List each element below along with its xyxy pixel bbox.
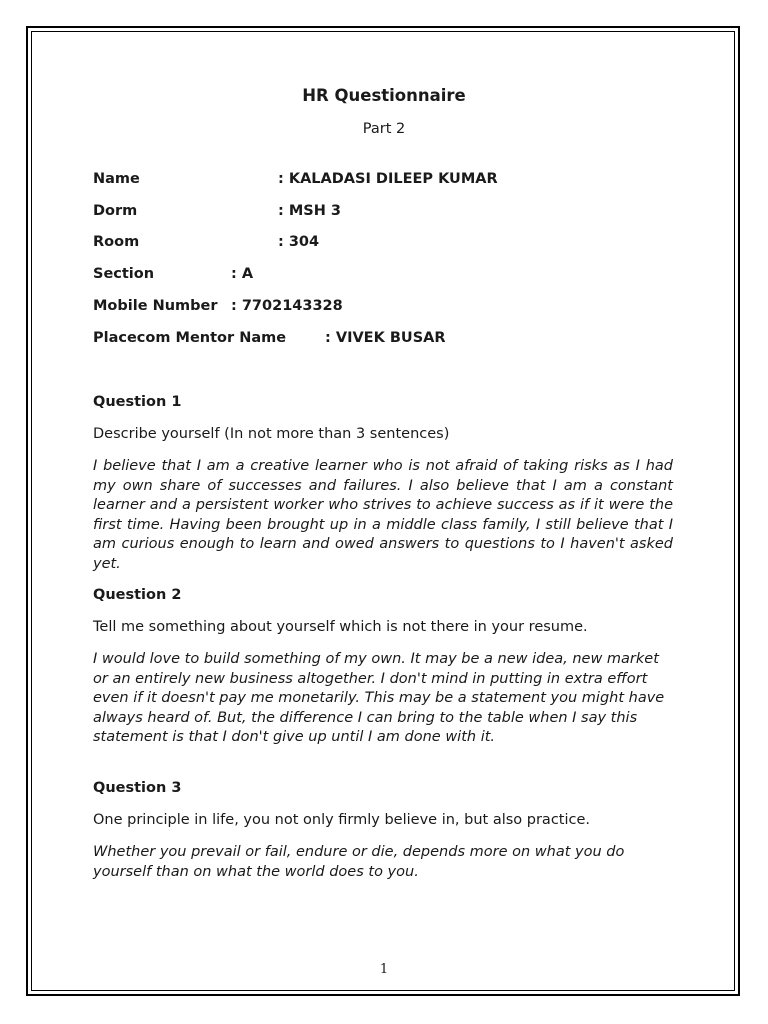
question-heading: Question 1 <box>93 394 182 410</box>
question-heading: Question 2 <box>93 587 182 603</box>
question-prompt: Describe yourself (In not more than 3 sentences) <box>93 426 450 442</box>
field-room <box>93 234 320 250</box>
page-number: 1 <box>379 962 389 977</box>
field-value: : KALADASI DILEEP KUMAR <box>278 171 498 187</box>
field-label: Dorm <box>93 203 138 219</box>
question-heading: Question 3 <box>93 780 182 796</box>
field-label: Section <box>93 266 155 282</box>
question-answer: I would love to build something of my own. It may be a new idea, new market or an entirely new business altogether. I don't mind in putting in extra effort even if it doesn't pay me monetarily. This may be a statement you might have always heard of. But, the difference I can bring to the table when I say this statement is that I don't give up until I am done with it. <box>93 651 665 746</box>
field-value: : 7702143328 <box>231 298 343 314</box>
field-label: Room <box>93 234 140 250</box>
field-name <box>93 171 498 187</box>
field-mentor-name <box>93 330 446 346</box>
field-dorm <box>93 203 341 219</box>
field-label: Name <box>93 171 140 187</box>
field-mobile-number <box>93 298 343 314</box>
document-title: HR Questionnaire <box>302 86 466 105</box>
field-value: : MSH 3 <box>278 203 341 219</box>
question-answer: Whether you prevail or fail, endure or die, depends more on what you do yourself than on what the world does to you. <box>93 844 625 880</box>
question-answer: I believe that I am a creative learner who is not afraid of taking risks as I had my own share of successes and failures. I also believe that I am a constant learner and a persistent worker who strives to achieve success as if it were the first time. Having been brought up in a middle class family, I still believe that I am curious enough to learn and owed answers to questions to I haven't asked yet. <box>93 458 673 572</box>
field-section <box>93 266 254 282</box>
field-label: Placecom Mentor Name <box>93 330 287 346</box>
document-subtitle: Part 2 <box>362 121 406 137</box>
question-prompt: Tell me something about yourself which is not there in your resume. <box>93 619 588 635</box>
question-prompt: One principle in life, you not only firmly believe in, but also practice. <box>93 812 591 828</box>
field-value: : A <box>231 266 254 282</box>
field-value: : VIVEK BUSAR <box>325 330 446 346</box>
field-value: : 304 <box>278 234 320 250</box>
field-label: Mobile Number <box>93 298 218 314</box>
